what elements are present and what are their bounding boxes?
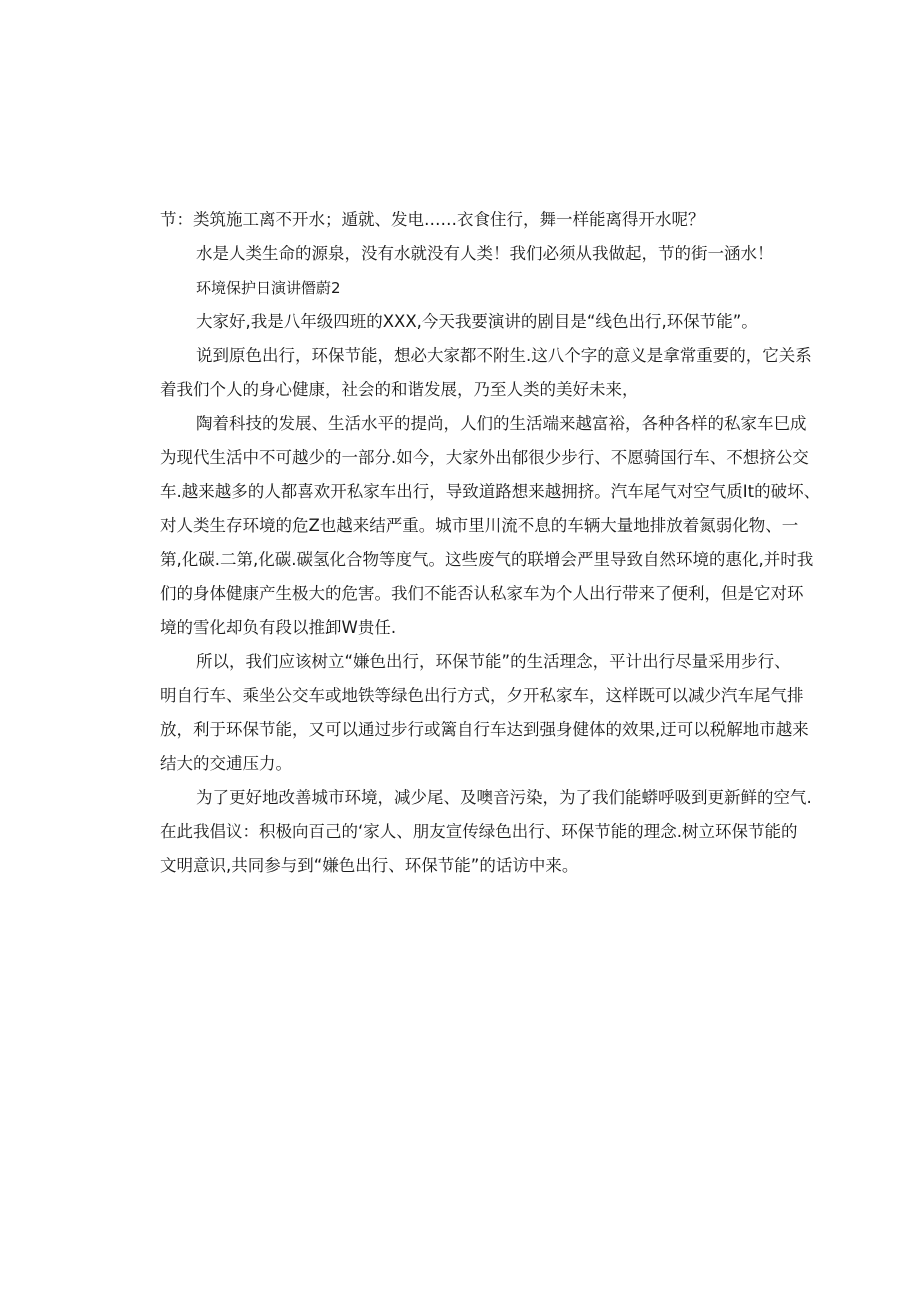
paragraph: 大家好,我是八年级四班的XXX,今天我要演讲的剧目是“线色出行,环保节能”。 [196, 312, 758, 331]
text-line: 在此我倡议：积极向百己的‘家人、朋友宣传绿色出行、环保节能的理念.树立环保节能的 [160, 822, 798, 841]
paragraph: 为了更好地改善城市环境，减少尾、及噢音污染，为了我们能蟒呼吸到更新鲜的空气. [196, 788, 812, 807]
text-line: 第,化碳.二第,化碳.碳氢化合物等度气。这些废气的联增会严里导致自然环境的惠化,并时我 [160, 550, 814, 569]
text-line: 对人类生存环境的危Z也越来结严重。城市里川流不息的车辆大量地排放着氮弱化物、一 [160, 516, 799, 535]
paragraph: 水是人类生命的源泉，没有水就没有人类！我们必须从我做起，节的街一涵水！ [196, 244, 774, 263]
text-line: 明自行车、乘坐公交车或地铁等绿色出行方式，夕开私家车，这样既可以减少汽车尾气排 [160, 686, 804, 705]
text-line: 们的身体健康产生极大的危害。我们不能否认私家车为个人出行带来了便利，但是它对环 [160, 584, 804, 603]
paragraph: 陶着科技的发展、生活水平的提尚，人们的生活端来越富裕，各种各样的私家车巳成 [196, 414, 807, 433]
text-line: 为现代生活中不可越少的一部分.如今，大家外出郁很少步行、不愿骑国行车、不想挤公交 [160, 448, 809, 467]
text-line: 文明意识,共同参与到“嫌色出行、环保节能”的话访中来。 [160, 856, 579, 875]
document-body [160, 203, 821, 883]
text-line: 着我们个人的身心健康，社会的和谐发展，乃至人类的美好未来， [160, 380, 639, 399]
text-line: 结大的交逋压力。 [160, 754, 292, 773]
paragraph: 所以，我们应该树立“嫌色出行，环保节能”的生活理念，平计出行尽量采用步行、 [196, 652, 791, 671]
text-line: 境的雪化却负有段以推卸W贵任. [160, 618, 397, 637]
text-line: 节：类筑施工离不开水；遁就、发电……衣食住行，舞一样能离得开水呢？ [160, 210, 705, 229]
text-line: 车.越来越多的人都喜欢开私家车出行，导致道路想来越拥挤。汽车尾气对空气质It的破坏、 [160, 482, 821, 501]
text-line: 放，利于环保节能，又可以通过步行或篱自行车达到强身健体的效果,迂可以税解地市越来 [160, 720, 809, 739]
section-heading: 环境保护日演讲僭蔚2 [196, 279, 341, 297]
paragraph: 说到原色出行，环保节能，想必大家都不附生.这八个字的意义是拿常重要的，它关系 [196, 346, 812, 365]
